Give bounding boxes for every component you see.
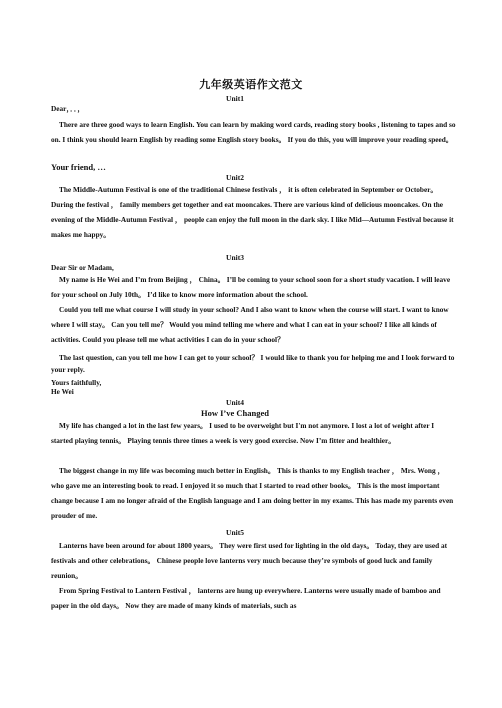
unit1-body: There are three good ways to learn English. You can learn by making word cards, reading story books , listening to tapes and so on. I think you should learn English by reading some English story books。 If you do this, you will improve your reading speed。 [51,120,456,144]
unit5-body-1: Lanterns have been around for about 1800 years。 They were first used for lighting in the old days。 Today, they are used at festivals and other celebrations。 Chinese people love lanterns very much because they’re symbols of good luck and family reunion。 [51,541,448,580]
unit5-heading: Unit5 [226,528,244,537]
unit3-body-2: Could you tell me what course I will study in your school? And I also want to know when the course will start. I want to know where I will stay。 Can you tell me？ Would you mind telling me where and what I can eat in your school? I like all kinds of activities. Could you please tell me what activities I can do in your school？ [51,305,449,344]
unit4-heading: Unit4 [226,398,244,407]
document-title: 九年级英语作文范文 [199,78,303,91]
unit3-body-3: The last question, can you tell me how I can get to your school？ I would like to thank you for helping me and I look forward to your reply. [51,353,455,374]
unit4-body-1: My life has changed a lot in the last few years。 I used to be overweight but I'm not anymore. I lost a lot of weight after I started playing tennis。 Playing tennis three times a week is very good exercise. Now I’m fitter and healthier。 [51,421,435,445]
unit3-body-1: My name is He Wei and I’m from Beijing ， China。 I’ll be coming to your school soon for a short study vacation. I will leave for your school on July 10th。 I’d like to know more information about the school. [51,275,451,299]
unit4-subtitle: How I’ve Changed [200,408,269,418]
unit3-salutation: Dear Sir or Madam, [51,263,114,272]
unit3-closing: Yours faithfully, [51,378,102,387]
unit2-body: The Middle-Autumn Festival is one of the traditional Chinese festivals ， it is often celebrated in September or October。 During the festival ， family members get together and eat mooncakes. There are various kind of delicious mooncakes. On the evening of the Middle-Autumn Festival ， people can enjoy the full moon in the dark sky. I like Mid—Autumn Festival because it makes me happy。 [51,185,454,239]
unit3-heading: Unit3 [226,253,244,262]
unit1-closing: Your friend, … [51,162,106,172]
unit1-salutation: Dear，．．， [51,104,85,113]
unit4-body-2: The biggest change in my life was becoming much better in English。 This is thanks to my English teacher ， Mrs. Wong ， who gave me an interesting book to read. I enjoyed it so much that I started to read other books。 This is the most important change because I am no longer afraid of the English language and I am doing better in my exams. This has made my parents even prouder of me. [51,466,454,520]
unit3-signature: He Wei [51,387,74,396]
unit1-heading: Unit1 [226,94,244,103]
unit5-body-2: From Spring Festival to Lantern Festival ， lanterns are hung up everywhere. Lanterns were usually made of bamboo and paper in the old days。 Now they are made of many kinds of materials, such as [51,586,441,610]
unit2-heading: Unit2 [226,173,244,182]
